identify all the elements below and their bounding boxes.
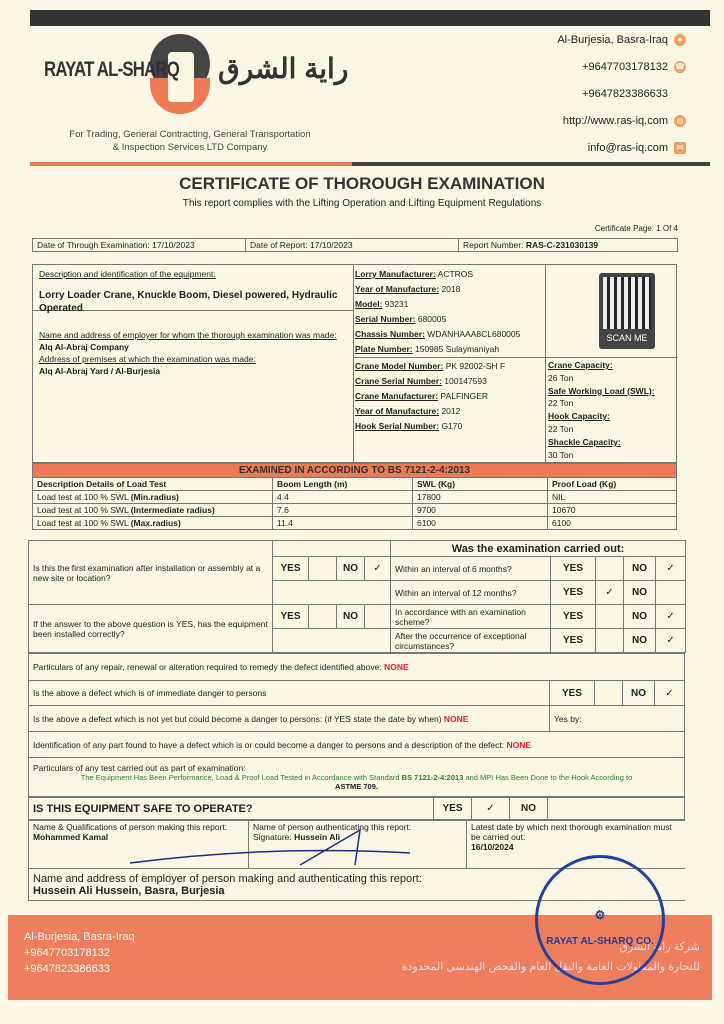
col-header: Boom Length (m) bbox=[273, 478, 413, 491]
premises-address: Alq Al-Abraj Yard / Al-Burjesia bbox=[39, 366, 161, 376]
contact-website[interactable]: http://www.ras-iq.com ◎ bbox=[563, 115, 686, 127]
q2-no-check[interactable] bbox=[365, 605, 391, 629]
detail-item: Crane Capacity: 26 Ton bbox=[548, 360, 613, 383]
yes-by: Yes by: bbox=[549, 706, 684, 732]
globe-icon: ◎ bbox=[674, 115, 686, 127]
detail-item: Lorry Manufacturer: ACTROS bbox=[355, 269, 474, 279]
q2-yes-box[interactable]: YES bbox=[273, 605, 309, 629]
col-header: Proof Load (Kg) bbox=[548, 478, 677, 491]
question-installed-correctly: If the answer to the above question is YES, has the equipment been installed correctly? bbox=[29, 605, 273, 653]
questions-section: Is this the first examination after installation or assembly at a new site or location? Was the examination carried out: YES NO ✓ Within an interval of 6 months? YES NO ✓ Within an interval of 12 months? YES ✓ NO If the answer to the above question is YES, has the equipment been installed correctly? YES NO In accordance with an examination scheme? YES NO ✓ After the occurrence of exceptional circumstances? YES NO ✓ Particulars of any repair, renewal or alteration required to remedy the defect identified above: NONE Is the above a defect which is of immediate danger to persons YES NO ✓ Is the above a defect which is not yet but could become a danger to persons: (if YES state the date by when) NONE Yes by: Identification of any part found to have a defect which is or could become a danger to persons and a description of the defect: NONE Particulars of any test carried out as part of examination: The Equipment Has Been Performance, Load & Proof Load Tested in Accordance with Standard BS 7121-2-4:2013 and MPI Has Been Done to the Hook According to ASTME 709. IS THIS EQUIPMENT SAFE TO OPERATE? YES ✓ NO Name & Qualifications of person making this report: Mohammed Kamal Name of person authenticating this report: Signature: Hussein Ali Latest date by which next thorough examination must be carried out: 16/10/2024 Name and address of employer of person making and authenticating this report: Hussein Ali Hussein, Basra, Burjesia bbox=[28, 540, 685, 901]
report-number: Report Number: RAS-C-231030139 bbox=[459, 239, 678, 252]
detail-item: Hook Serial Number: G170 bbox=[355, 421, 463, 431]
tagline: For Trading, General Contracting, General Transportation & Inspection Services LTD Company bbox=[69, 129, 311, 153]
employer-name: Alq Al-Abraj Company bbox=[39, 342, 129, 352]
employer-of-reporters: Name and address of employer of person making and authenticating this report: Hussein Ali Hussein, Basra, Burjesia bbox=[29, 869, 686, 901]
c4-yes-check[interactable] bbox=[596, 629, 624, 653]
location-pin-icon: ● bbox=[674, 34, 686, 46]
question-first-exam: Is this the first examination after installation or assembly at a new site or location? bbox=[29, 541, 273, 605]
q1-no-box[interactable]: NO bbox=[337, 557, 365, 581]
safe-to-operate-question: IS THIS EQUIPMENT SAFE TO OPERATE? bbox=[29, 798, 434, 820]
detail-item: Crane Manufacturer: PALFINGER bbox=[355, 391, 489, 401]
safe-yes-check[interactable]: ✓ bbox=[472, 798, 510, 820]
identification-row: Identification of any part found to have a defect which is or could become a danger to persons and a description of the defect: NONE bbox=[29, 732, 685, 758]
footer-contact: Al-Burjesia, Basra-Iraq +9647703178132 +9647823386633 bbox=[24, 931, 135, 975]
detail-item: Chassis Number: WDANHAAA8CL680005 bbox=[355, 329, 521, 339]
detail-item: Safe Working Load (SWL): 22 Ton bbox=[548, 385, 655, 409]
detail-item: Plate Number: 150985 Sulaymaniyah bbox=[355, 344, 500, 354]
report-maker: Name & Qualifications of person making this report: Mohammed Kamal bbox=[29, 821, 249, 869]
detail-item: Shackle Capacity: 30 Ton bbox=[548, 436, 621, 460]
safe-no-check[interactable] bbox=[548, 798, 685, 820]
contact-address: Al-Burjesia, Basra-Iraq ● bbox=[557, 34, 686, 46]
logo-arabic: راية الشرق bbox=[218, 53, 349, 84]
potential-danger-question: Is the above a defect which is not yet but could become a danger to persons: (if YES state the date by when) NONE bbox=[29, 706, 550, 732]
detail-item: Year of Manufacture: 2018 bbox=[355, 284, 461, 294]
employer-label: Name and address of employer for whom the thorough examination was made: bbox=[39, 330, 337, 340]
col-header: SWL (Kg) bbox=[413, 478, 548, 491]
equipment-desc-label: Description and identification of the equipment: bbox=[39, 269, 216, 279]
table-row: Load test at 100 % SWL (Max.radius) 11.4 6100 6100 bbox=[33, 517, 677, 530]
capacity-details bbox=[548, 359, 676, 461]
q1-yes-check[interactable] bbox=[309, 557, 337, 581]
safe-yes-box[interactable]: YES bbox=[434, 798, 472, 820]
dates-row bbox=[32, 238, 678, 252]
contact-phone-1: +9647703178132 ☎ bbox=[582, 61, 685, 73]
carried-6-months: Within an interval of 6 months? bbox=[391, 557, 551, 581]
detail-item: Crane Serial Number: 100147593 bbox=[355, 376, 487, 386]
detail-item: Hook Capacity: 22 Ton bbox=[548, 411, 610, 434]
next-exam-date: Latest date by which next thorough examination must be carried out: 16/10/2024 bbox=[467, 821, 686, 869]
c1-yes-check[interactable] bbox=[596, 557, 624, 581]
report-date: Date of Report: 17/10/2023 bbox=[246, 239, 459, 252]
immediate-yes-check[interactable] bbox=[594, 681, 622, 706]
c3-yes-check[interactable] bbox=[596, 605, 624, 629]
load-test-table bbox=[32, 463, 677, 530]
carried-scheme: In accordance with an examination scheme? bbox=[391, 605, 551, 629]
carried-out-title: Was the examination carried out: bbox=[391, 541, 686, 557]
particulars-row: Particulars of any test carried out as part of examination: The Equipment Has Been Performance, Load & Proof Load Tested in Accordance with Standard BS 7121-2-4:2013 and MPI Has Been Done to the Hook According to ASTME 709. bbox=[29, 758, 685, 797]
detail-item: Crane Model Number: PK 92002-SH F bbox=[355, 361, 506, 371]
col-header: Description Details of Load Test bbox=[33, 478, 273, 491]
q2-no-box[interactable]: NO bbox=[337, 605, 365, 629]
table-row: Load test at 100 % SWL (Intermediate radius) 7.6 9700 10670 bbox=[33, 504, 677, 517]
q1-no-check[interactable]: ✓ bbox=[365, 557, 391, 581]
c4-no-check[interactable]: ✓ bbox=[656, 629, 686, 653]
carried-exceptional: After the occurrence of exceptional circumstances? bbox=[391, 629, 551, 653]
qr-pattern-icon bbox=[603, 277, 651, 329]
qr-label: SCAN ME bbox=[606, 333, 648, 343]
certificate-subtitle: This report complies with the Lifting Operation and Lifting Equipment Regulations bbox=[182, 198, 542, 209]
detail-item: Year of Manufacture: 2012 bbox=[355, 406, 461, 416]
c2-no-check[interactable] bbox=[656, 581, 686, 605]
footer-arabic: شركة راية الشرق للتجارة والمقاولات العامة والنقل العام والفحص الهندسي المحدودة bbox=[401, 941, 700, 973]
carried-12-months: Within an interval of 12 months? bbox=[391, 581, 551, 605]
q2-yes-check[interactable] bbox=[309, 605, 337, 629]
equipment-section bbox=[32, 264, 677, 463]
contact-phone-2: +9647823386633 bbox=[582, 88, 668, 100]
equipment-desc: Lorry Loader Crane, Knuckle Boom, Diesel powered, Hydraulic Operated bbox=[39, 290, 338, 314]
report-authenticator: Name of person authenticating this report: Signature: Hussein Ali bbox=[249, 821, 467, 869]
immediate-danger-question: Is the above a defect which is of immediate danger to persons bbox=[29, 681, 550, 706]
contact-email[interactable]: info@ras-iq.com ✉ bbox=[588, 142, 686, 154]
c1-no-check[interactable]: ✓ bbox=[656, 557, 686, 581]
exam-date: Date of Through Examination: 17/10/2023 bbox=[33, 239, 246, 252]
certificate-page: Certificate Page: 1 Of 4 bbox=[594, 224, 678, 233]
detail-item: Model: 93231 bbox=[355, 299, 409, 309]
company-stamp: ⚙ RAYAT AL-SHARQ CO. bbox=[535, 855, 665, 985]
load-test-banner: EXAMINED IN ACCORDING TO BS 7121-2-4:2013 bbox=[33, 464, 677, 478]
qr-code[interactable] bbox=[599, 273, 655, 349]
envelope-icon: ✉ bbox=[674, 142, 686, 154]
q1-yes-box[interactable]: YES bbox=[273, 557, 309, 581]
detail-item: Serial Number: 680005 bbox=[355, 314, 447, 324]
premises-label: Address of premises at which the examination was made: bbox=[39, 354, 256, 364]
crane-details bbox=[355, 359, 545, 434]
immediate-no-check[interactable]: ✓ bbox=[654, 681, 684, 706]
divider-orange bbox=[30, 162, 352, 166]
logo-english: RAYAT AL-SHARQ bbox=[44, 58, 180, 81]
table-row: Load test at 100 % SWL (Min.radius) 4.4 17800 NIL bbox=[33, 491, 677, 504]
phone-icon: ☎ bbox=[675, 62, 685, 71]
c2-yes-check[interactable]: ✓ bbox=[596, 581, 624, 605]
lorry-details bbox=[355, 267, 545, 357]
divider-dark bbox=[352, 162, 710, 166]
signature-scribble bbox=[120, 825, 420, 875]
certificate-title: CERTIFICATE OF THOROUGH EXAMINATION bbox=[179, 174, 545, 193]
top-bar bbox=[30, 10, 710, 26]
safe-no-box[interactable]: NO bbox=[510, 798, 548, 820]
c3-no-check[interactable]: ✓ bbox=[656, 605, 686, 629]
repair-row: Particulars of any repair, renewal or alteration required to remedy the defect identified above: NONE bbox=[29, 654, 685, 681]
